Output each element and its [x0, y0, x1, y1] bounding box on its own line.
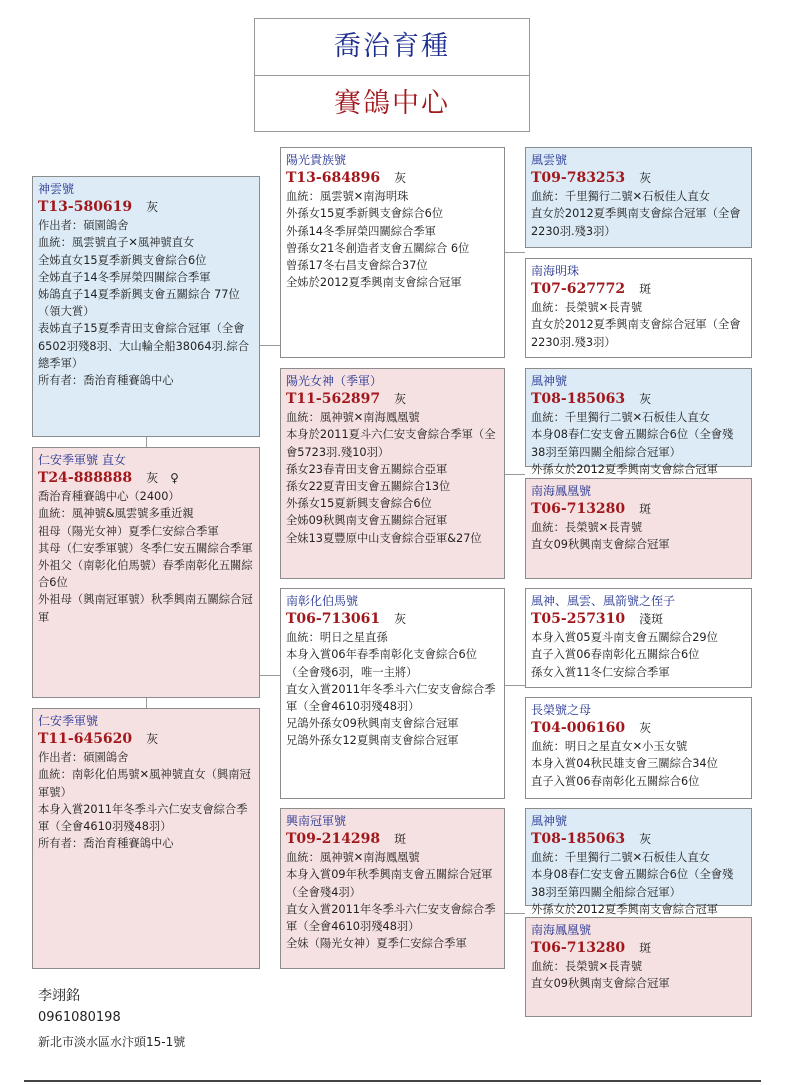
info-line: 血統：千里獨行二號✕石板佳人直女 — [531, 411, 710, 425]
pedigree-card-ggs-4 — [525, 808, 752, 916]
info-line: 直子入賞06春南彰化五關綜合6位 — [531, 648, 700, 662]
info-line: 血統：長榮號✕長青號 — [531, 301, 643, 315]
feather-color: 灰 ♀ — [146, 471, 179, 486]
feather-color: 灰 — [146, 200, 159, 215]
ring-number: T06-713061 — [286, 611, 381, 628]
pigeon-name: 南彰化伯馬號 — [286, 594, 359, 608]
feather-color: 斑 — [639, 282, 652, 297]
info-line: 兄鴿外孫女09秋興南支會綜合冠軍 — [286, 717, 459, 731]
ring-number-row — [531, 830, 746, 849]
info-line: 外祖父（南彰化伯馬號）春季南彰化五關綜合6位 — [38, 559, 253, 590]
ring-number-row — [38, 730, 254, 749]
pigeon-name: 南海鳳凰號 — [531, 923, 592, 937]
pedigree-card-ggs-3 — [525, 588, 752, 688]
connector — [146, 698, 147, 708]
info-line: 外孫女15夏新興支會綜合6位 — [286, 497, 432, 511]
info-line: 本身08春仁安支會五關綜合6位（全會殘38羽至第四關全船綜合冠軍） — [531, 868, 734, 899]
ring-number: T08-185063 — [531, 831, 626, 848]
ring-number-row — [286, 610, 499, 629]
pigeon-name: 神雲號 — [38, 182, 75, 196]
info-line: 血統：長榮號✕長青號 — [531, 960, 643, 974]
info-line: 本身入賞09年秋季興南支會五關綜合冠軍（全會殘4羽） — [286, 868, 493, 899]
info-line: 血統：風雲號✕南海明珠 — [286, 190, 409, 204]
info-line: 作出者：碩園鴿舍 — [38, 751, 129, 765]
ring-number: T04-006160 — [531, 720, 626, 737]
pedigree-card-dam — [32, 708, 260, 969]
ring-number-row — [531, 610, 746, 629]
info-line: 全姊於2012夏季興南支會綜合冠軍 — [286, 276, 462, 290]
info-line: 所有者：喬治育種賽鴿中心 — [38, 374, 174, 388]
connector — [505, 252, 525, 253]
feather-color: 斑 — [394, 832, 407, 847]
info-line: 血統：風雲號直子✕風神號直女 — [38, 236, 195, 250]
feather-color: 灰 — [394, 612, 407, 627]
info-line: 直女09秋興南支會綜合冠軍 — [531, 538, 670, 552]
ring-number: T06-713280 — [531, 501, 626, 518]
info-line: 直女於2012夏季興南支會綜合冠軍（全會2230羽.殘3羽） — [531, 207, 741, 238]
pedigree-card-ggd-4 — [525, 917, 752, 1017]
info-line: 血統：千里獨行二號✕石板佳人直女 — [531, 190, 710, 204]
info-line: 外祖母（興南冠軍號）秋季興南五關綜合冠軍 — [38, 593, 253, 624]
info-line: 血統：南彰化伯馬號✕風神號直女（興南冠軍號） — [38, 768, 251, 799]
connector — [505, 685, 525, 686]
ring-number-row — [286, 390, 499, 409]
ring-number-row — [38, 198, 254, 217]
info-line: 外孫女於2012夏季興南支會綜合冠軍 — [531, 462, 718, 476]
connector — [505, 474, 525, 475]
title-line-2: 賽鴿中心 — [334, 88, 450, 119]
info-line: 本身於2011夏斗六仁安支會綜合季軍（全會5723羽.殘10羽） — [286, 428, 496, 459]
info-line: 血統：明日之星直孫 — [286, 631, 388, 645]
info-line: 孫女23春青田支會五關綜合亞軍 — [286, 462, 448, 476]
info-line: 本身入賞2011年冬季斗六仁安支會綜合季軍（全會4610羽殘48羽） — [38, 802, 248, 834]
pigeon-name: 長榮號之母 — [531, 703, 592, 717]
feather-color: 淺斑 — [639, 612, 664, 627]
contact-name: 李翊銘 — [38, 988, 80, 1004]
ring-number: T13-684896 — [286, 170, 381, 187]
info-line: 全妹（陽光女神）夏季仁安綜合季軍 — [286, 937, 467, 951]
info-line: 血統：風神號&風雲號多重近親 — [38, 507, 194, 521]
pigeon-name: 風神號 — [531, 374, 568, 388]
info-line: 血統：風神號✕南海鳳凰號 — [286, 411, 420, 425]
ring-number: T24-888888 — [38, 470, 133, 487]
info-line: 外孫女於2012夏季興南支會綜合冠軍 — [531, 902, 718, 916]
info-line: 直女09秋興南支會綜合冠軍 — [531, 977, 670, 991]
pigeon-name: 仁安季軍號 直女 — [38, 453, 126, 467]
info-line: 直女入賞2011年冬季斗六仁安支會綜合季軍（全會4610羽殘48羽） — [286, 682, 496, 714]
pigeon-name: 陽光女神（季軍） — [286, 374, 383, 388]
info-line: 本身入賞05夏斗南支會五關綜合29位 — [531, 631, 718, 645]
feather-color: 斑 — [639, 502, 652, 517]
info-line: 全妹13夏豐原中山支會綜合亞軍&27位 — [286, 531, 482, 545]
ring-number-row — [531, 719, 746, 738]
pedigree-card-grandsire-1 — [280, 147, 505, 358]
feather-color: 灰 — [639, 392, 652, 407]
ring-number-row — [531, 390, 746, 409]
ring-number: T09-214298 — [286, 831, 381, 848]
pedigree-card-subject — [32, 447, 260, 698]
ring-number: T07-627772 — [531, 281, 626, 298]
connector — [146, 437, 147, 447]
ring-number-row — [531, 500, 746, 519]
pedigree-card-granddam-2 — [280, 808, 505, 969]
ring-number: T11-645620 — [38, 731, 133, 748]
ring-number-row — [286, 169, 499, 188]
info-line: 全姊直女15夏季新興支會綜合6位 — [38, 253, 207, 267]
ring-number: T11-562897 — [286, 391, 381, 408]
feather-color: 灰 — [394, 392, 407, 407]
info-line: 曾孫17冬右昌支會綜合37位 — [286, 259, 428, 273]
pedigree-card-ggs-2 — [525, 368, 752, 476]
info-line: 喬治育種賽鴿中心（2400） — [38, 490, 180, 504]
info-line: 直子入賞06春南彰化五關綜合6位 — [531, 774, 700, 788]
info-line: 所有者：喬治育種賽鴿中心 — [38, 837, 174, 851]
info-line: 本身入賞04秋民雄支會三關綜合34位 — [531, 757, 718, 771]
pigeon-name: 風神號 — [531, 814, 568, 828]
pigeon-name: 風雲號 — [531, 153, 568, 167]
info-line: 表姊直子15夏季青田支會綜合冠軍（全會6502羽殘8羽、大山輪全船38064羽.綜合總季軍） — [38, 322, 250, 370]
info-line: 全姊09秋興南支會五關綜合冠軍 — [286, 514, 448, 528]
pedigree-card-ggd-3 — [525, 697, 752, 799]
info-line: 外孫14冬季屏榮四關綜合季軍 — [286, 224, 436, 238]
info-line: 其母（仁安季軍號）冬季仁安五關綜合季軍 — [38, 541, 253, 555]
pedigree-card-ggd-1 — [525, 258, 752, 358]
pigeon-name: 陽光貴族號 — [286, 153, 347, 167]
contact-phone: 0961080198 — [38, 1010, 121, 1025]
feather-color: 灰 — [639, 171, 652, 186]
info-line: 孫女入賞11冬仁安綜合季軍 — [531, 665, 670, 679]
info-line: 作出者：碩園鴿舍 — [38, 219, 129, 233]
connector — [260, 675, 280, 676]
feather-color: 灰 — [639, 721, 652, 736]
bottom-divider — [24, 1080, 761, 1082]
ring-number-row — [531, 169, 746, 188]
pedigree-card-grandsire-2 — [280, 588, 505, 799]
ring-number: T13-580619 — [38, 199, 133, 216]
title-line-1: 喬治育種 — [255, 19, 529, 76]
info-line: 曾孫女21冬創造者支會五關綜合 6位 — [286, 241, 470, 255]
ring-number: T06-713280 — [531, 940, 626, 957]
pigeon-name: 南海明珠 — [531, 264, 580, 278]
title-box — [254, 18, 530, 132]
info-line: 全姊直子14冬季屏榮四關綜合季軍 — [38, 270, 211, 284]
info-line: 祖母（陽光女神）夏季仁安綜合季軍 — [38, 524, 219, 538]
pigeon-name: 興南冠軍號 — [286, 814, 347, 828]
feather-color: 灰 — [639, 832, 652, 847]
ring-number: T09-783253 — [531, 170, 626, 187]
ring-number: T05-257310 — [531, 611, 626, 628]
info-line: 血統：長榮號✕長青號 — [531, 521, 643, 535]
feather-color: 灰 — [146, 732, 159, 747]
pedigree-card-ggs-1 — [525, 147, 752, 248]
connector — [260, 345, 280, 346]
info-line: 血統：風神號✕南海鳳凰號 — [286, 851, 420, 865]
feather-color: 斑 — [639, 941, 652, 956]
pedigree-card-sire — [32, 176, 260, 437]
pedigree-card-ggd-2 — [525, 478, 752, 579]
feather-color: 灰 — [394, 171, 407, 186]
ring-number-row — [531, 939, 746, 958]
contact-address: 新北市淡水區水汴頭15-1號 — [38, 1035, 186, 1049]
connector — [505, 913, 525, 914]
ring-number-row — [286, 830, 499, 849]
pigeon-name: 南海鳳凰號 — [531, 484, 592, 498]
ring-number-row — [38, 469, 254, 488]
info-line: 外孫女15夏季新興支會綜合6位 — [286, 207, 444, 221]
info-line: 血統：千里獨行二號✕石板佳人直女 — [531, 851, 710, 865]
info-line: 本身入賞06年春季南彰化支會綜合6位（全會殘6羽，唯一主將） — [286, 648, 478, 679]
info-line: 兄鴿外孫女12夏興南支會綜合冠軍 — [286, 734, 459, 748]
info-line: 孫女22夏青田支會五關綜合13位 — [286, 480, 451, 494]
pedigree-card-granddam-1 — [280, 368, 505, 579]
info-line: 姊鴿直子14夏季新興支會五關綜合 77位（領大賞） — [38, 288, 240, 319]
ring-number-row — [531, 280, 746, 299]
info-line: 血統：明日之星直女✕小玉女號 — [531, 740, 688, 754]
pigeon-name: 風神、風雲、風箭號之侄子 — [531, 594, 676, 608]
info-line: 直女於2012夏季興南支會綜合冠軍（全會2230羽.殘3羽） — [531, 318, 741, 349]
pigeon-name: 仁安季軍號 — [38, 714, 99, 728]
ring-number: T08-185063 — [531, 391, 626, 408]
info-line: 本身08春仁安支會五關綜合6位（全會殘38羽至第四關全船綜合冠軍） — [531, 428, 734, 459]
info-line: 直女入賞2011年冬季斗六仁安支會綜合季軍（全會4610羽殘48羽） — [286, 902, 496, 934]
